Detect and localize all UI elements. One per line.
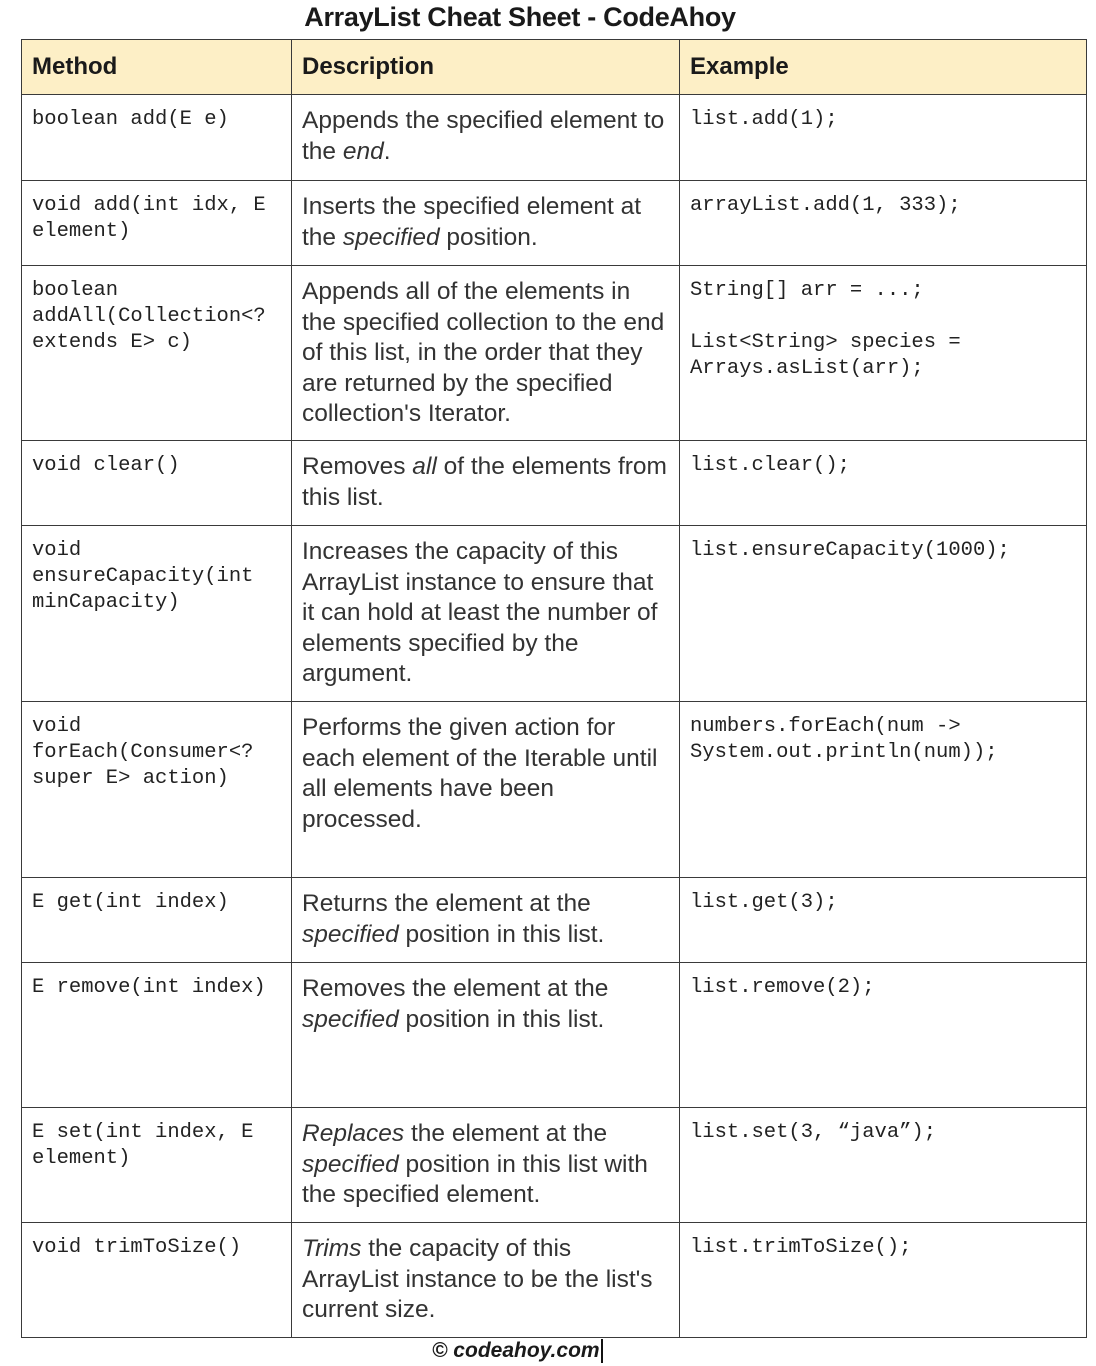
method-description: Replaces the element at the specified position in this list with the specified element. xyxy=(292,1108,680,1223)
method-signature: void trimToSize() xyxy=(22,1223,292,1338)
method-description: Removes all of the elements from this list. xyxy=(292,441,680,526)
method-signature: E remove(int index) xyxy=(22,963,292,1108)
method-example xyxy=(680,266,1087,441)
example-code-line: list.get(3); xyxy=(690,891,838,914)
table-body xyxy=(22,95,1087,1338)
example-code-line: list.trimToSize(); xyxy=(690,1236,912,1259)
method-example xyxy=(680,1223,1087,1338)
table-row xyxy=(22,526,1087,702)
method-description: Appends the specified element to the end. xyxy=(292,95,680,181)
method-signature: boolean add(E e) xyxy=(22,95,292,181)
example-code-line: arrayList.add(1, 333); xyxy=(690,194,961,217)
example-code-line: String[] arr = ...; xyxy=(690,279,924,302)
method-description: Performs the given action for each element of the Iterable until all elements have been processed. xyxy=(292,702,680,878)
method-signature: E get(int index) xyxy=(22,878,292,963)
example-code-line: list.ensureCapacity(1000); xyxy=(690,539,1010,562)
method-description: Inserts the specified element at the specified position. xyxy=(292,181,680,266)
method-description: Removes the element at the specified position in this list. xyxy=(292,963,680,1108)
example-code-line: List<String> species = Arrays.asList(arr); xyxy=(690,331,961,380)
table-row xyxy=(22,878,1087,963)
method-signature: void ensureCapacity(int minCapacity) xyxy=(22,526,292,702)
method-example xyxy=(680,878,1087,963)
example-code-line: list.remove(2); xyxy=(690,976,875,999)
header-example: Example xyxy=(680,40,1087,95)
method-signature: void forEach(Consumer<? super E> action) xyxy=(22,702,292,878)
method-example xyxy=(680,526,1087,702)
table-row xyxy=(22,1108,1087,1223)
text-cursor xyxy=(601,1339,603,1363)
table-row xyxy=(22,266,1087,441)
page-title: ArrayList Cheat Sheet - CodeAhoy xyxy=(304,2,736,32)
table-row xyxy=(22,702,1087,878)
example-code-line xyxy=(690,304,1076,330)
example-code-line: list.set(3, “java”); xyxy=(690,1121,937,1144)
method-example xyxy=(680,181,1087,266)
method-description: Returns the element at the specified position in this list. xyxy=(292,878,680,963)
method-example xyxy=(680,963,1087,1108)
method-example xyxy=(680,441,1087,526)
method-example xyxy=(680,702,1087,878)
method-signature: void add(int idx, E element) xyxy=(22,181,292,266)
cheat-sheet-table xyxy=(21,39,1087,1338)
method-description: Trims the capacity of this ArrayList instance to be the list's current size. xyxy=(292,1223,680,1338)
example-code-line: list.add(1); xyxy=(690,108,838,131)
example-code-line: list.clear(); xyxy=(690,454,850,477)
method-signature: boolean addAll(Collection<? extends E> c) xyxy=(22,266,292,441)
table-header-row xyxy=(22,40,1087,95)
method-description: Appends all of the elements in the specified collection to the end of this list, in the order that they are returned by the specified collection's Iterator. xyxy=(292,266,680,441)
header-description: Description xyxy=(292,40,680,95)
table-row xyxy=(22,441,1087,526)
example-code-line: numbers.forEach(num -> System.out.println(num)); xyxy=(690,715,998,764)
method-signature: void clear() xyxy=(22,441,292,526)
footer-text: © codeahoy.com xyxy=(432,1339,600,1362)
table-row xyxy=(22,181,1087,266)
table-row xyxy=(22,963,1087,1108)
header-method: Method xyxy=(22,40,292,95)
method-example xyxy=(680,95,1087,181)
method-description: Increases the capacity of this ArrayList instance to ensure that it can hold at least the number of elements specified by the argument. xyxy=(292,526,680,702)
method-signature: E set(int index, E element) xyxy=(22,1108,292,1223)
table-row xyxy=(22,95,1087,181)
table-row xyxy=(22,1223,1087,1338)
footer-copyright xyxy=(432,1339,603,1363)
method-example xyxy=(680,1108,1087,1223)
